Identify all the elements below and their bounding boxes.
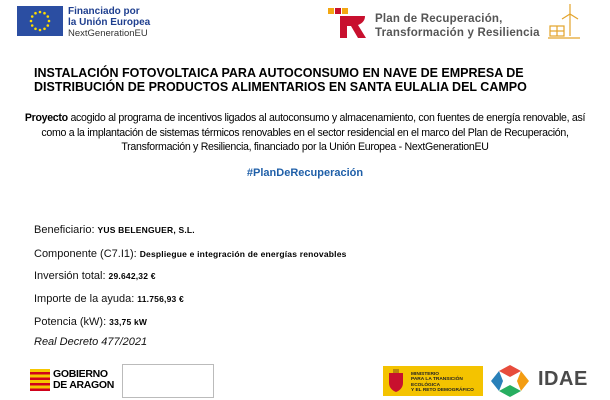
ministerio-text [411,372,483,394]
eu-flag-icon [17,6,63,36]
beneficiario-value: YUS BELENGUER, S.L. [97,225,195,235]
project-description [20,111,590,155]
potencia-label: Potencia (kW): [34,316,107,328]
header [0,0,610,48]
componente-row [34,248,347,260]
gobierno-aragon-logo [30,365,120,395]
eu-funding-text [68,6,150,39]
description-body: acogido al programa de incentivos ligados al autoconsumo y almacenamiento, con fuentes de energía renovable, así como a la implantación de sistemas térmicos renovables en el sector residencial en el marco del Plan de Recuperación, Transformación y Resiliencia, financiado por la Unión Europea - NextGenerationEU [41,112,586,153]
hashtag: #PlanDeRecuperación [246,167,364,179]
beneficiario-label: Beneficiario: [34,224,95,236]
aragon-flag-icon [30,369,50,391]
description-lead: Proyecto [24,112,68,124]
ayuda-label: Importe de la ayuda: [34,293,135,305]
aragon-line-2: DE ARAGON [53,379,115,391]
real-decreto: Real Decreto 477/2021 [34,336,148,348]
eu-line-3: NextGenerationEU [68,28,148,39]
eu-line-1: Financiado por [68,6,140,17]
inversion-label: Inversión total: [34,270,106,282]
componente-value: Despliegue e integración de energías renovables [139,249,347,259]
prtr-logo-icon [326,4,368,40]
idae-text: IDAE [538,368,588,390]
renewable-energy-icon [548,2,580,40]
project-title: INSTALACIÓN FOTOVOLTAICA PARA AUTOCONSUMO EN NAVE DE EMPRESA DE DISTRIBUCIÓN DE PRODUCTOS ALIMENTARIOS EN SANTA EULALIA DEL CAMPO [34,66,527,94]
plan-line-2: Transformación y Resiliencia [375,27,540,39]
componente-label: Componente (C7.I1): [34,248,137,260]
aragon-line-1: GOBIERNO [53,368,108,380]
plan-line-1: Plan de Recuperación, [375,13,503,25]
spain-shield-icon [387,369,405,393]
ayuda-value: 11.756,93 € [137,294,184,304]
ministry-line-1: MINISTERIO [411,372,439,377]
inversion-value: 29.642,32 € [108,271,156,281]
footer-logos [0,362,610,400]
beneficiario-row [34,224,195,236]
plan-recuperacion-text [375,12,540,40]
potencia-row [34,316,147,328]
idae-logo-icon [490,364,530,398]
eu-line-2: la Unión Europea [68,17,151,28]
potencia-value: 33,75 kW [109,317,148,327]
ministerio-logo [383,366,483,396]
aragon-text [53,369,114,391]
blank-logo-box [122,364,214,398]
ministry-line-2: PARA LA TRANSICIÓN ECOLÓGICA [411,377,463,388]
ayuda-row [34,293,184,305]
ministry-line-3: Y EL RETO DEMOGRÁFICO [411,388,474,394]
inversion-row [34,270,156,282]
